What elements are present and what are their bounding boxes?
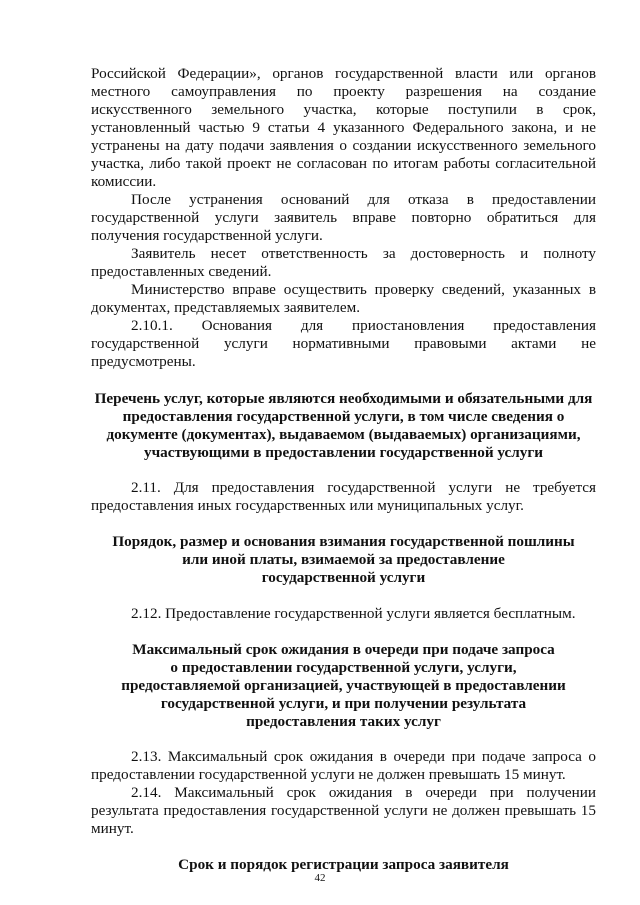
body-text-line: местного самоуправления по проекту разрешения на создание <box>91 83 596 100</box>
body-text-line: документах, представляемых заявителем. <box>91 299 361 316</box>
section-heading-line: о предоставлении государственной услуги, услуги, <box>170 659 517 676</box>
body-text-line: государственной услуги заявитель вправе повторно обратиться для <box>91 209 596 226</box>
body-text-line: После устранения оснований для отказа в предоставлении <box>131 191 596 208</box>
body-text-line: предусмотрены. <box>91 353 196 370</box>
section-heading-line: или иной платы, взимаемой за предоставление <box>182 551 505 568</box>
section-heading-line: государственной услуги <box>261 569 426 586</box>
body-text-line: устранены на дату подачи заявления о создании искусственного земельного <box>91 137 596 154</box>
body-text-line: результата предоставления государственной услуги не должен превышать 15 <box>91 802 596 819</box>
section-heading-line: Срок и порядок регистрации запроса заявителя <box>178 856 509 873</box>
section-heading-line: Перечень услуг, которые являются необходимыми и обязательными для <box>94 390 593 407</box>
body-text-line: 2.13. Максимальный срок ожидания в очереди при подаче запроса о <box>131 748 596 765</box>
page-number: 42 <box>314 872 326 884</box>
section-heading-line: предоставляемой организацией, участвующей в предоставлении <box>121 677 566 694</box>
body-text-line: Министерство вправе осуществить проверку сведений, указанных в <box>131 281 596 298</box>
section-heading-line: документе (документах), выдаваемом (выдаваемых) организациями, <box>106 426 581 443</box>
body-text-line: Российской Федерации», органов государственной власти или органов <box>91 65 596 82</box>
body-text-line: предоставления иных государственных или муниципальных услуг. <box>91 497 524 514</box>
body-text-line: комиссии. <box>91 173 157 190</box>
body-text-line: 2.14. Максимальный срок ожидания в очереди при получении <box>131 784 596 801</box>
body-text-line: Заявитель несет ответственность за достоверность и полноту <box>131 245 596 262</box>
body-text-line: установленный частью 9 статьи 4 указанного Федерального закона, и не <box>91 119 596 136</box>
body-text-line: участка, либо такой проект не согласован по итогам работы согласительной <box>91 155 596 172</box>
body-text-line: минут. <box>91 820 134 837</box>
body-text-line: предоставлении государственной услуги не должен превышать 15 минут. <box>91 766 566 783</box>
section-heading-line: Порядок, размер и основания взимания государственной пошлины <box>112 533 575 550</box>
section-heading-line: предоставления таких услуг <box>246 713 441 730</box>
section-heading-line: государственной услуги, и при получении результата <box>160 695 527 712</box>
body-text-line: искусственного земельного участка, которые поступили в срок, <box>91 101 596 118</box>
section-heading-line: Максимальный срок ожидания в очереди при подаче запроса <box>132 641 555 658</box>
section-heading-line: участвующими в предоставлении государственной услуги <box>143 444 544 461</box>
body-text-line: предоставленных сведений. <box>91 263 272 280</box>
body-text-line: 2.10.1. Основания для приостановления предоставления <box>131 317 596 334</box>
body-text-line: получения государственной услуги. <box>91 227 323 244</box>
body-text-line: 2.11. Для предоставления государственной услуги не требуется <box>131 479 596 496</box>
section-heading-line: предоставления государственной услуги, в том числе сведения о <box>122 408 565 425</box>
body-text-line: 2.12. Предоставление государственной услуги является бесплатным. <box>131 605 576 622</box>
body-text-line: государственной услуги нормативными правовыми актами не <box>91 335 596 352</box>
